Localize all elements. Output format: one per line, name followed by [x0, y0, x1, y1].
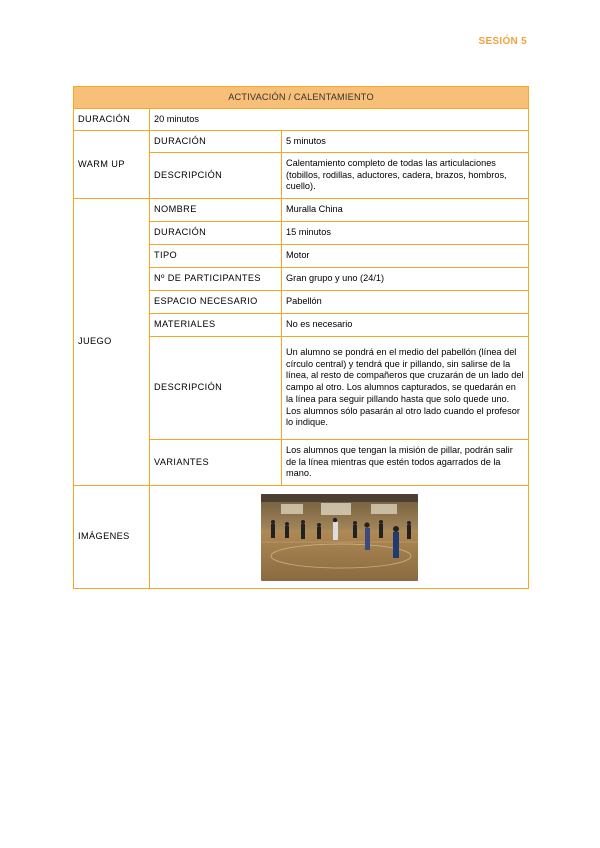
warmup-duration-label: DURACIÓN [150, 131, 282, 153]
gym-photo [261, 494, 418, 581]
warmup-description-value: Calentamiento completo de todas las articulaciones (tobillos, rodillas, aductores, cadera, brazos, hombros, cuello). [282, 153, 529, 199]
warmup-description-label: DESCRIPCIÓN [150, 153, 282, 199]
game-section-label: JUEGO [74, 199, 150, 486]
game-variants-label: VARIANTES [150, 440, 282, 486]
warmup-section-label: WARM UP [74, 131, 150, 199]
game-name-value: Muralla China [282, 199, 529, 222]
session-label: SESIÓN 5 [478, 36, 527, 47]
game-participants-label: Nº DE PARTICIPANTES [150, 268, 282, 291]
game-materials-label: MATERIALES [150, 314, 282, 337]
game-participants-value: Gran grupo y uno (24/1) [282, 268, 529, 291]
game-name-label: NOMBRE [150, 199, 282, 222]
duration-row [74, 109, 529, 131]
game-variants-value: Los alumnos que tengan la misión de pillar, podrán salir de la línea mientras que estén todos agarrados de la mano. [282, 440, 529, 486]
game-space-value: Pabellón [282, 291, 529, 314]
images-row [74, 486, 529, 589]
game-materials-value: No es necesario [282, 314, 529, 337]
game-type-label: TIPO [150, 245, 282, 268]
game-description-value: Un alumno se pondrá en el medio del pabellón (línea del círculo central) y tendrá que ir pillando, sin salirse de la línea, al resto de compañeros que cruzarán de un lado del campo al otro. Los alumnos capturados, se quedarán en la línea para seguir pillando hasta que solo quede uno. Los alumnos sólo pasarán al otro lado cuando el profesor lo indique. [282, 337, 529, 440]
duration-value: 20 minutos [150, 109, 529, 131]
game-space-label: ESPACIO NECESARIO [150, 291, 282, 314]
images-cell [150, 486, 529, 589]
game-duration-value: 15 minutos [282, 222, 529, 245]
images-label: IMÁGENES [74, 486, 150, 589]
duration-label: DURACIÓN [74, 109, 150, 131]
game-duration-label: DURACIÓN [150, 222, 282, 245]
activity-table [73, 86, 529, 589]
game-description-label: DESCRIPCIÓN [150, 337, 282, 440]
game-type-value: Motor [282, 245, 529, 268]
warmup-row-duration [74, 131, 529, 153]
game-row-name [74, 199, 529, 222]
warmup-duration-value: 5 minutos [282, 131, 529, 153]
table-title: ACTIVACIÓN / CALENTAMIENTO [74, 87, 529, 109]
table-header-row [74, 87, 529, 109]
